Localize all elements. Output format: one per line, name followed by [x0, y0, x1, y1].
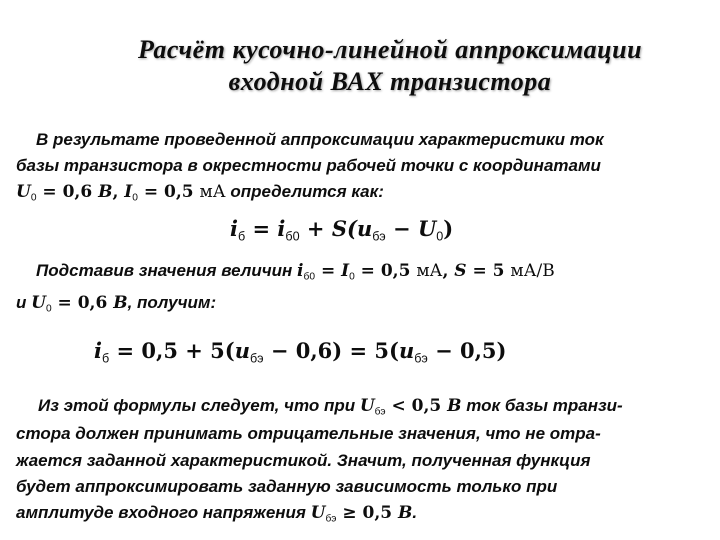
subst-I-sub: 0	[349, 271, 355, 283]
f1-plus: + S(	[299, 216, 357, 241]
f2-lhs: i	[94, 338, 102, 363]
conclusion-line-5	[16, 503, 417, 525]
subst-unit2: мА/В	[510, 261, 555, 281]
subst2-U-sub: 0	[45, 303, 52, 315]
intro-tail: определится как:	[225, 182, 384, 201]
title-line-1: Расчёт кусочно-линейной аппроксимации	[137, 35, 643, 64]
title-line-2: входной ВАХ транзистора	[228, 67, 552, 96]
f2-u1: u	[234, 338, 251, 363]
c1-unit: В	[447, 396, 462, 416]
f1-t1-sub: б0	[285, 229, 300, 244]
c5-text: амплитуде входного напряжения	[16, 503, 311, 522]
u0-sub: 0	[30, 192, 37, 204]
intro-line-3	[16, 182, 384, 204]
c1-val: < 0,5	[385, 396, 448, 416]
subst2-prefix: и	[16, 293, 32, 312]
u0-value: = 0,6	[36, 182, 99, 202]
subst-i-sub: б0	[303, 271, 316, 283]
i0-value: = 0,5	[137, 182, 200, 202]
subst-text: Подставив значения величин	[36, 261, 298, 280]
c1-U-sub: бэ	[374, 406, 386, 418]
subst-comma: ,	[442, 261, 455, 281]
i0-symbol: I	[124, 182, 133, 202]
f2-part3: − 0,5)	[427, 338, 507, 363]
c5-unit: В	[398, 503, 413, 523]
subst-line	[36, 261, 555, 283]
f1-u: u	[356, 216, 373, 241]
c1-text: Из этой формулы следует, что при	[38, 396, 360, 415]
formula-2	[94, 338, 506, 365]
subst2-tail: , получим:	[127, 293, 217, 312]
f1-eq: =	[245, 216, 278, 241]
f2-part1: = 0,5 + 5(	[109, 338, 235, 363]
subst2-U: U	[31, 293, 46, 313]
conclusion-line-1	[38, 396, 623, 418]
subst-S: S	[454, 261, 467, 281]
subst2-unit: В	[113, 293, 128, 313]
f1-u-sub: бэ	[372, 229, 386, 244]
f1-close: )	[443, 216, 454, 241]
subst-i: i	[297, 261, 304, 281]
u0-unit: В	[98, 182, 113, 202]
subst-eq1: =	[315, 261, 342, 281]
slide-title	[60, 34, 720, 98]
f2-u2: u	[398, 338, 415, 363]
f1-lhs-sub: б	[237, 229, 246, 244]
c5-val: ≥ 0,5	[336, 503, 398, 523]
subst-unit1: мА	[416, 261, 443, 281]
subst-val1: = 0,5	[354, 261, 417, 281]
subst2-val: = 0,6	[51, 293, 114, 313]
subst-I: I	[341, 261, 350, 281]
subst-line-2	[16, 293, 216, 315]
intro-sep: ,	[112, 182, 125, 202]
f1-lhs: i	[230, 216, 238, 241]
f2-u1-sub: бэ	[250, 351, 264, 366]
c5-U: U	[310, 503, 326, 523]
f2-lhs-sub: б	[101, 351, 110, 366]
f2-part2: − 0,6) = 5(	[263, 338, 399, 363]
subst-val2: = 5	[466, 261, 511, 281]
f1-t1: i	[277, 216, 286, 241]
intro-line-2: базы транзистора в окрестности рабочей точки с координатами	[16, 156, 601, 175]
f1-U-sub: 0	[436, 229, 444, 244]
i0-unit: мА	[199, 182, 226, 202]
c5-U-sub: бэ	[325, 513, 337, 525]
u0-symbol: U	[16, 182, 31, 202]
formula-1	[230, 216, 453, 243]
c1-U: U	[359, 396, 375, 416]
intro-line-1: В результате проведенной аппроксимации характеристики ток	[36, 130, 604, 149]
conclusion-line-4: будет аппроксимировать заданную зависимость только при	[16, 477, 558, 496]
c5-tail: .	[412, 503, 418, 522]
i0-sub: 0	[132, 192, 138, 204]
f1-minus: −	[385, 216, 418, 241]
f1-U: U	[417, 216, 437, 241]
conclusion-line-3: жается заданной характеристикой. Значит, полученная функция	[16, 451, 591, 470]
c1-tail: ток базы транзи-	[461, 396, 623, 415]
conclusion-line-2: стора должен принимать отрицательные значения, что не отра-	[16, 424, 601, 443]
f2-u2-sub: бэ	[414, 351, 428, 366]
